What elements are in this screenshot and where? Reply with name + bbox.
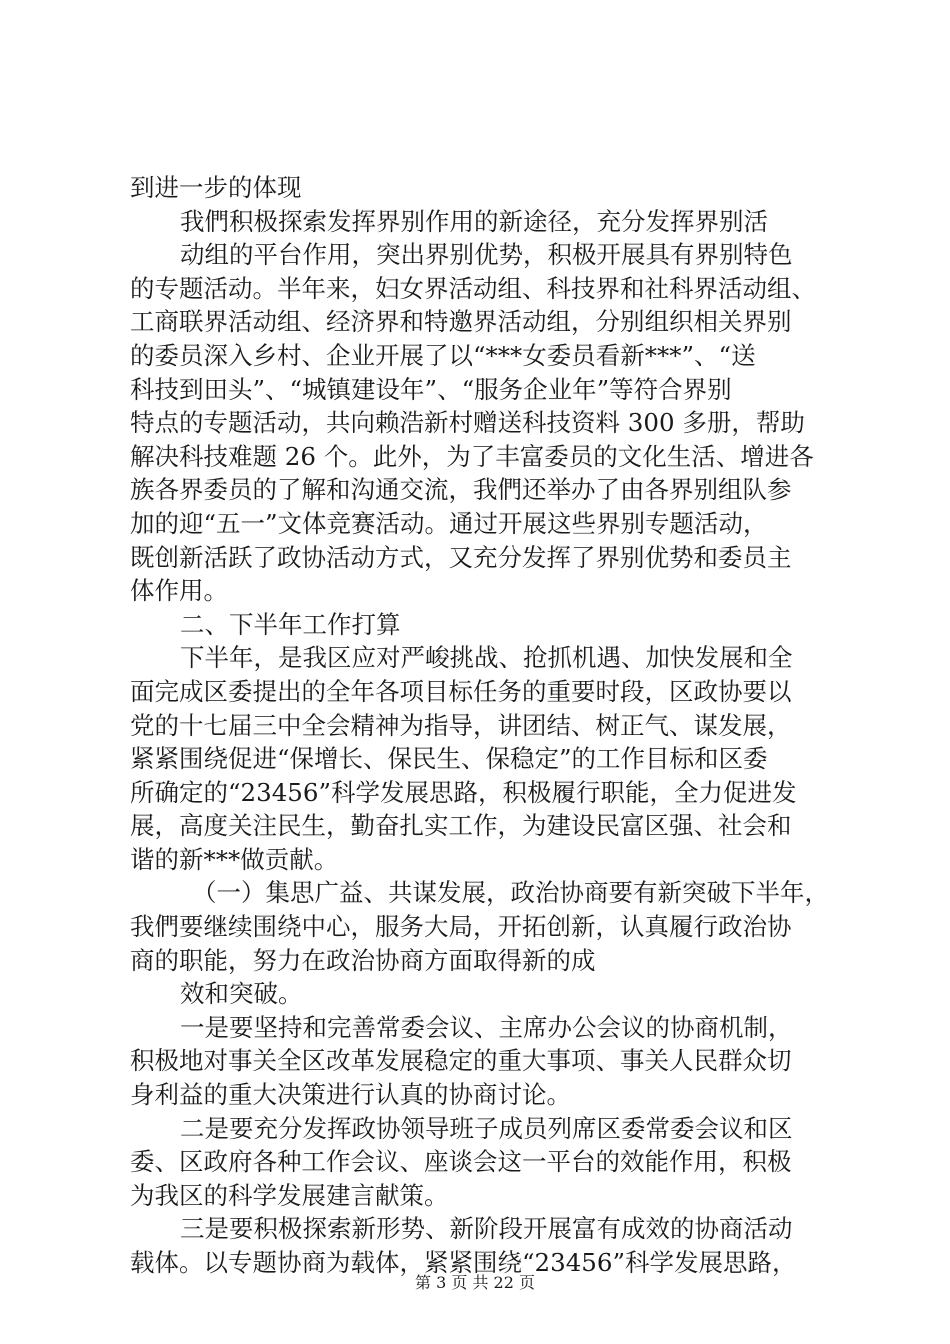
text-line: 委、区政府各种工作会议、座谈会这一平台的效能作用，积极: [130, 1147, 792, 1177]
text-line: 党的十七届三中全会精神为指导，讲团结、树正气、谋发展，: [130, 710, 792, 740]
text-line: 到进一步的体现: [130, 173, 302, 202]
text-line: 族各界委员的了解和沟通交流，我們还举办了由各界别组队参: [130, 475, 792, 505]
text-line: 加的迎“五一”文体竞赛活动。通过开展这些界别专题活动，: [130, 508, 768, 538]
document-body: [130, 171, 840, 1280]
text-line: 紧紧围绕促进“保增长、保民生、保稳定”的工作目标和区委: [130, 744, 768, 774]
text-line: 商的职能，努力在政治协商方面取得新的成: [130, 945, 596, 975]
text-line: 为我区的科学发展建言献策。: [130, 1180, 449, 1210]
text-line: 科技到田头”、“城镇建设年”、“服务企业年”等符合界别: [130, 374, 732, 404]
text-line: 效和突破。: [180, 979, 303, 1009]
text-line: 身利益的重大决策进行认真的协商讨论。: [130, 1080, 571, 1110]
text-line: 积极地对事关全区改革发展稳定的重大事项、事关人民群众切: [130, 1046, 792, 1076]
text-line: 三是要积极探索新形势、新阶段开展富有成效的协商活动: [180, 1214, 793, 1244]
text-line: 既创新活跃了政协活动方式，又充分发挥了界别优势和委员主: [130, 542, 792, 572]
text-line: 的委员深入乡村、企业开展了以“***女委员看新***”、“送: [130, 340, 756, 370]
text-line: 谐的新***做贡献。: [130, 844, 339, 874]
text-line: 体作用。: [130, 576, 228, 606]
text-line: 工商联界活动组、经济界和特邀界活动组，分别组织相关界别: [130, 307, 792, 337]
text-line: 动组的平台作用，突出界别优势，积极开展具有界别特色: [180, 240, 793, 270]
text-line: 二、下半年工作打算: [180, 609, 401, 639]
text-line: 我們积极探索发挥界别作用的新途径，充分发挥界别活: [180, 206, 768, 236]
text-line: 二是要充分发挥政协领导班子成员列席区委常委会议和区: [180, 1113, 793, 1143]
text-line: 一是要坚持和完善常委会议、主席办公会议的协商机制，: [180, 1012, 793, 1042]
text-line: 下半年，是我区应对严峻挑战、抢抓机遇、加快发展和全: [180, 643, 793, 673]
page-footer: 第 3 页 共 22 页: [415, 1273, 535, 1292]
text-line: 载体。以专题协商为载体，紧紧围绕“23456”科学发展思路，: [130, 1248, 797, 1277]
text-line: 展，高度关注民生，勤奋扎实工作，为建设民富区强、社会和: [130, 811, 792, 841]
text-line: （一）集思广益、共谋发展，政治协商要有新突破下半年，: [192, 878, 829, 908]
text-line: 的专题活动。半年来，妇女界活动组、科技界和社科界活动组、: [130, 273, 816, 303]
text-line: 解决科技难题 26 个。此外，为了丰富委员的文化生活、增进各: [130, 441, 814, 471]
text-line: 特点的专题活动，共向赖浩新村赠送科技资料 300 多册，帮助: [130, 408, 805, 438]
text-line: 面完成区委提出的全年各项目标任务的重要时段，区政协要以: [130, 676, 792, 706]
text-line: 我們要继续围绕中心，服务大局，开拓创新，认真履行政治协: [130, 912, 792, 942]
text-line: 所确定的“23456”科学发展思路，积极履行职能，全力促进发: [130, 777, 797, 807]
